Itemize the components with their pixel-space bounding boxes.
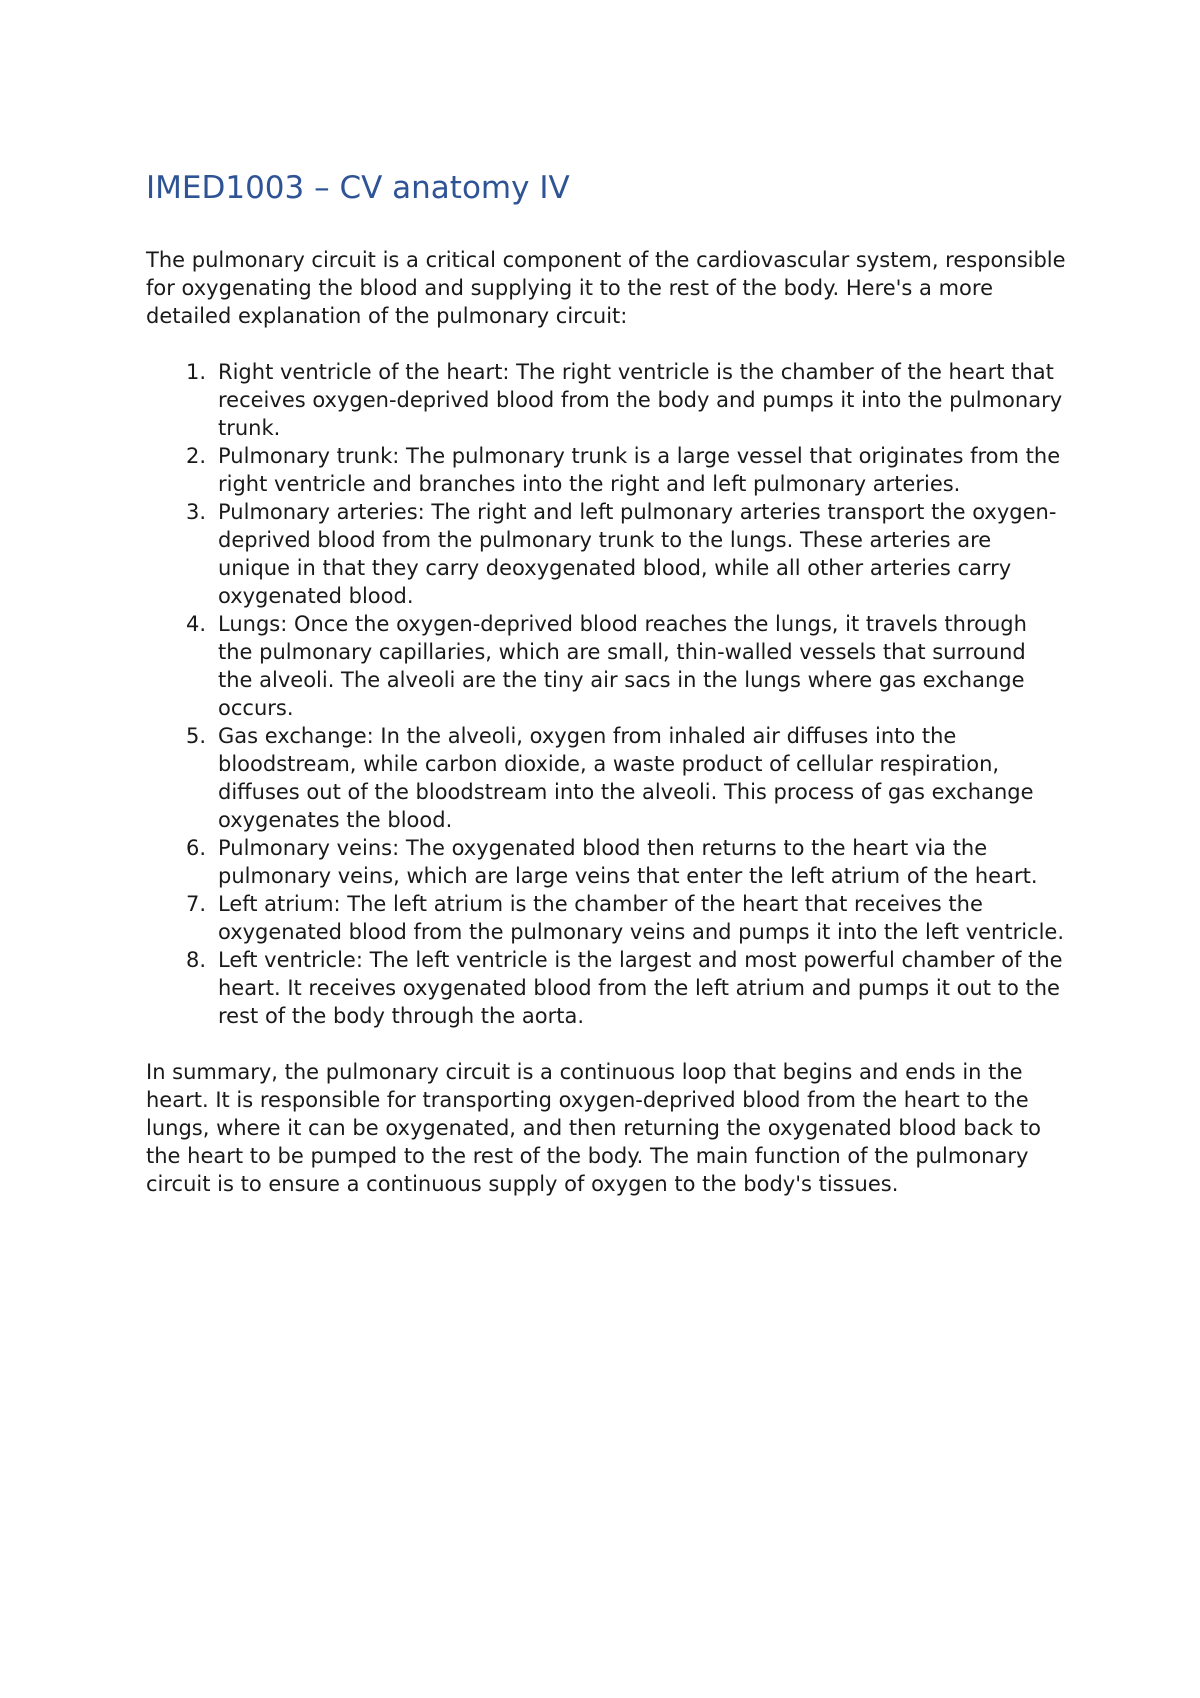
list-item-pulmonary-veins [146,834,1066,890]
document-title: IMED1003 – CV anatomy IV [146,170,570,206]
pulmonary-circuit-steps-list [146,358,1066,1030]
list-item-right-ventricle [146,358,1066,442]
document-body [146,168,1066,1198]
list-item-gas-exchange [146,722,1066,834]
intro-paragraph: The pulmonary circuit is a critical component of the cardiovascular system, responsible for oxygenating the blood and supplying it to the rest of the body. Here's a more detailed explanation of the pulmonary circuit: [146,248,1066,328]
list-item-number: 3. [185,500,206,524]
list-item-number: 2. [185,444,206,468]
list-item-text: Left ventricle: The left ventricle is the largest and most powerful chamber of the heart. It receives oxygenated blood from the left atrium and pumps it out to the rest of the body through the aorta. [218,948,1063,1028]
list-item-text: Lungs: Once the oxygen-deprived blood reaches the lungs, it travels through the pulmonary capillaries, which are small, thin-walled vessels that surround the alveoli. The alveoli are the tiny air sacs in the lungs where gas exchange occurs. [218,612,1027,720]
list-item-number: 5. [185,724,206,748]
list-item-number: 7. [185,892,206,916]
list-item-number: 4. [185,612,206,636]
list-item-number: 6. [185,836,206,860]
list-item-text: Pulmonary veins: The oxygenated blood then returns to the heart via the pulmonary veins, which are large veins that enter the left atrium of the heart. [218,836,1038,888]
list-item-text: Left atrium: The left atrium is the chamber of the heart that receives the oxygenated blood from the pulmonary veins and pumps it into the left ventricle. [218,892,1065,944]
list-item-text: Pulmonary trunk: The pulmonary trunk is a large vessel that originates from the right ventricle and branches into the right and left pulmonary arteries. [218,444,1061,496]
list-item-lungs [146,610,1066,722]
list-item-text: Right ventricle of the heart: The right ventricle is the chamber of the heart that receives oxygen-deprived blood from the body and pumps it into the pulmonary trunk. [218,360,1063,440]
list-item-number: 8. [185,948,206,972]
list-item-left-ventricle [146,946,1066,1030]
list-item-text: Gas exchange: In the alveoli, oxygen from inhaled air diffuses into the bloodstream, while carbon dioxide, a waste product of cellular respiration, diffuses out of the bloodstream into the alveoli. This process of gas exchange oxygenates the blood. [218,724,1034,832]
list-item-text: Pulmonary arteries: The right and left pulmonary arteries transport the oxygen-deprived blood from the pulmonary trunk to the lungs. These arteries are unique in that they carry deoxygenated blood, while all other arteries carry oxygenated blood. [218,500,1057,608]
list-item-pulmonary-arteries [146,498,1066,610]
list-item-pulmonary-trunk [146,442,1066,498]
list-item-number: 1. [185,360,206,384]
list-item-left-atrium [146,890,1066,946]
summary-paragraph: In summary, the pulmonary circuit is a continuous loop that begins and ends in the heart. It is responsible for transporting oxygen-deprived blood from the heart to the lungs, where it can be oxygenated, and then returning the oxygenated blood back to the heart to be pumped to the rest of the body. The main function of the pulmonary circuit is to ensure a continuous supply of oxygen to the body's tissues. [146,1060,1041,1196]
